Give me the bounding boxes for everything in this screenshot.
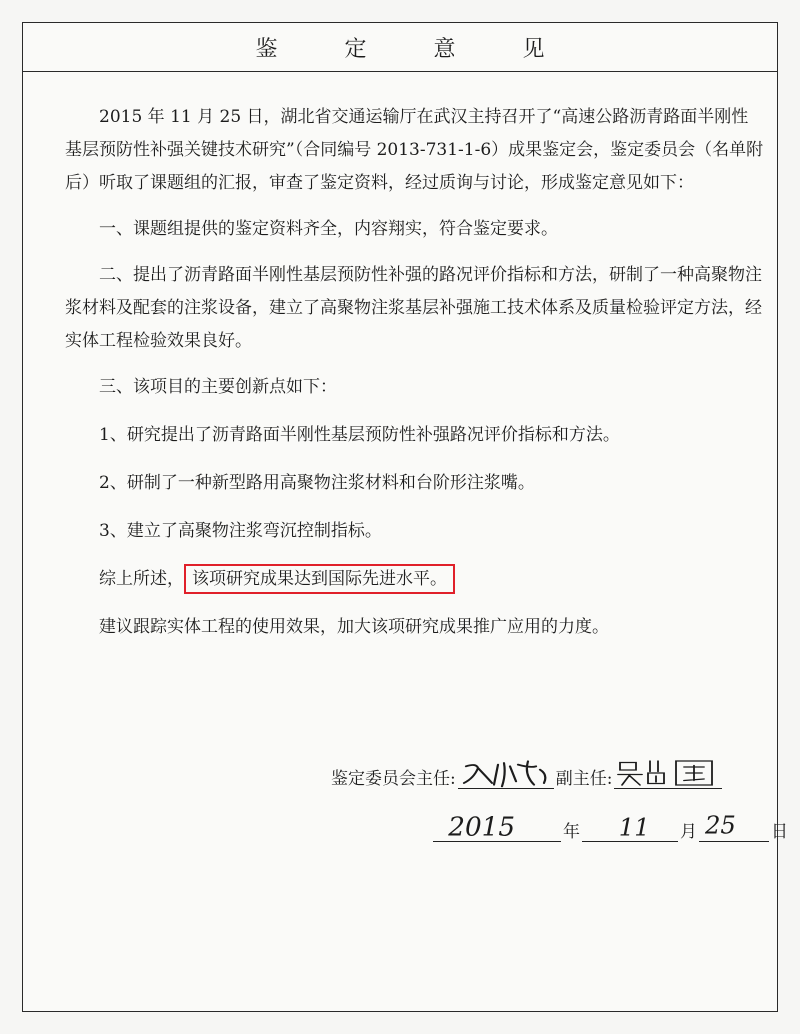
committee-signature-line <box>331 758 724 789</box>
innovation-1: 1、研究提出了沥青路面半刚性基层预防性补强路况评价指标和方法。 <box>99 425 620 445</box>
chair-signature <box>458 758 554 788</box>
day-field <box>699 811 769 842</box>
conclusion-highlight: 该项研究成果达到国际先进水平。 <box>184 564 455 594</box>
year-field <box>433 811 561 842</box>
vice-label: 副主任: <box>555 769 613 789</box>
vice-signature-field <box>614 758 722 789</box>
conclusion-paragraph <box>65 563 765 596</box>
year-handwriting <box>433 811 561 841</box>
document-title: 鉴 定 意 见 <box>255 36 575 62</box>
vice-signature <box>614 758 722 788</box>
paragraph-intro: 2015 年 11 月 25 日，湖北省交通运输厅在武汉主持召开了“高速公路沥青路面半刚性基层预防性补强关键技术研究”（合同编号 2013-731-1-6）成果鉴定会，鉴定委员会（名单附后）听取了课题组的汇报，审查了鉴定资料，经过质询与讨论，形成鉴定意见如下： <box>65 107 764 193</box>
chair-signature-field <box>458 758 554 789</box>
document-body <box>65 101 765 657</box>
day-handwriting <box>699 811 769 841</box>
paragraph-item-3: 三、该项目的主要创新点如下： <box>99 377 337 397</box>
title-row <box>23 23 777 72</box>
day-unit: 日 <box>771 822 788 842</box>
day-handwriting-text: 25 <box>704 810 736 840</box>
month-handwriting <box>582 811 678 841</box>
month-field <box>582 811 678 842</box>
month-handwriting-text: 11 <box>618 812 650 842</box>
chair-label: 鉴定委员会主任: <box>331 769 456 789</box>
recommendation-paragraph: 建议跟踪实体工程的使用效果，加大该项研究成果推广应用的力度。 <box>99 617 609 637</box>
innovation-2: 2、研制了一种新型路用高聚物注浆材料和台阶形注浆嘴。 <box>99 473 535 493</box>
date-line <box>431 811 788 842</box>
document-sheet <box>22 22 788 1012</box>
conclusion-prefix: 综上所述， <box>99 569 184 589</box>
month-unit: 月 <box>680 822 697 842</box>
innovation-3: 3、建立了高聚物注浆弯沉控制指标。 <box>99 521 382 541</box>
paragraph-item-1: 一、课题组提供的鉴定资料齐全，内容翔实，符合鉴定要求。 <box>99 219 558 239</box>
paragraph-item-2: 二、提出了沥青路面半刚性基层预防性补强的路况评价指标和方法，研制了一种高聚物注浆材料及配套的注浆设备，建立了高聚物注浆基层补强施工技术体系及质量检验评定方法，经实体工程检验效果良好。 <box>65 265 762 351</box>
year-unit: 年 <box>563 822 580 842</box>
year-handwriting-text: 2015 <box>448 812 516 843</box>
